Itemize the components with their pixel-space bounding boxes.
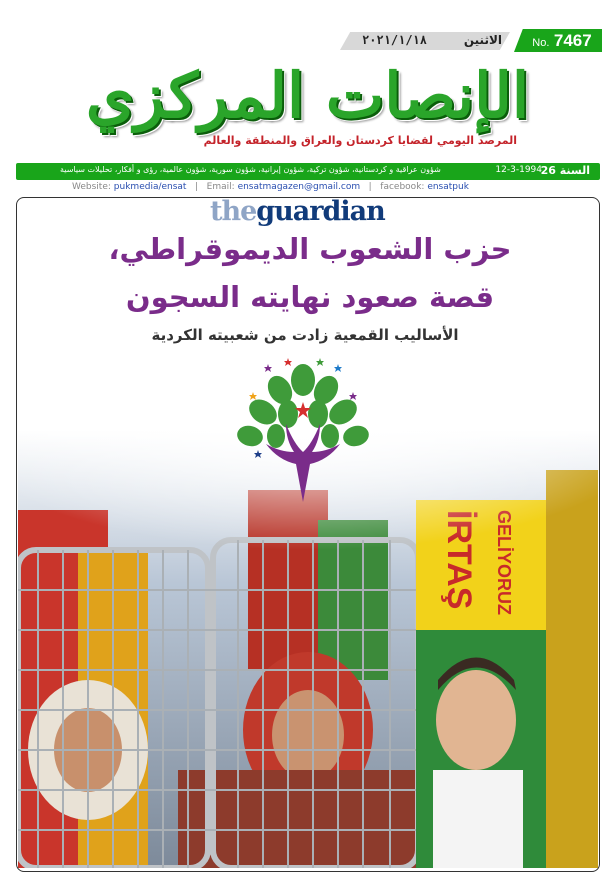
headline-line-1: حزب الشعوب الديموقراطي، xyxy=(108,232,512,266)
newspaper-title: الإنصات المركزي xyxy=(85,59,530,132)
contact-line: Website: pukmedia/ensat | Email: ensatmagazen@gmail.com | facebook: ensatpuk xyxy=(72,182,469,192)
woman-center-face xyxy=(272,690,344,780)
issue-date: ٢٠٢١/١/١٨ xyxy=(361,33,427,47)
masthead xyxy=(50,58,565,153)
weekday: الاثنين xyxy=(463,33,502,47)
founded-date: 12-3-1994 xyxy=(495,165,542,175)
issue-number xyxy=(522,31,602,51)
website-link[interactable]: pukmedia/ensat xyxy=(113,182,187,192)
tree-logo xyxy=(228,352,378,502)
issue-bar xyxy=(340,29,602,52)
source-the: the xyxy=(210,196,257,227)
website-label: Website: xyxy=(72,182,111,192)
facebook-link[interactable]: ensatpuk xyxy=(427,182,469,192)
source-logo xyxy=(210,196,385,227)
newspaper-subtitle: المرصد اليومي لقضايا كردستان والعراق والمنطقة والعالم xyxy=(203,134,517,147)
email-link[interactable]: ensatmagazen@gmail.com xyxy=(237,182,361,192)
headline-line-2: قصة صعود نهايته السجون xyxy=(125,280,495,314)
issue-prefix: No. xyxy=(532,37,550,49)
section-bar xyxy=(16,163,600,180)
portrait-face xyxy=(436,670,516,770)
subheadline: الأساليب القمعية زادت من شعبيته الكردية xyxy=(151,326,459,344)
portrait-shirt xyxy=(433,770,523,868)
issue-number-value: 7467 xyxy=(553,31,592,50)
section-list: شؤون عراقية و كردستانية، شؤون تركية، شؤون إيرانية، شؤون سورية، شؤون عالمية، رؤى و أفكار، تحليلات سياسية xyxy=(60,165,441,174)
source-name: guardian xyxy=(256,196,385,227)
facebook-label: facebook: xyxy=(380,182,425,192)
email-label: Email: xyxy=(206,182,235,192)
year-label: السنة 26 xyxy=(540,164,590,177)
